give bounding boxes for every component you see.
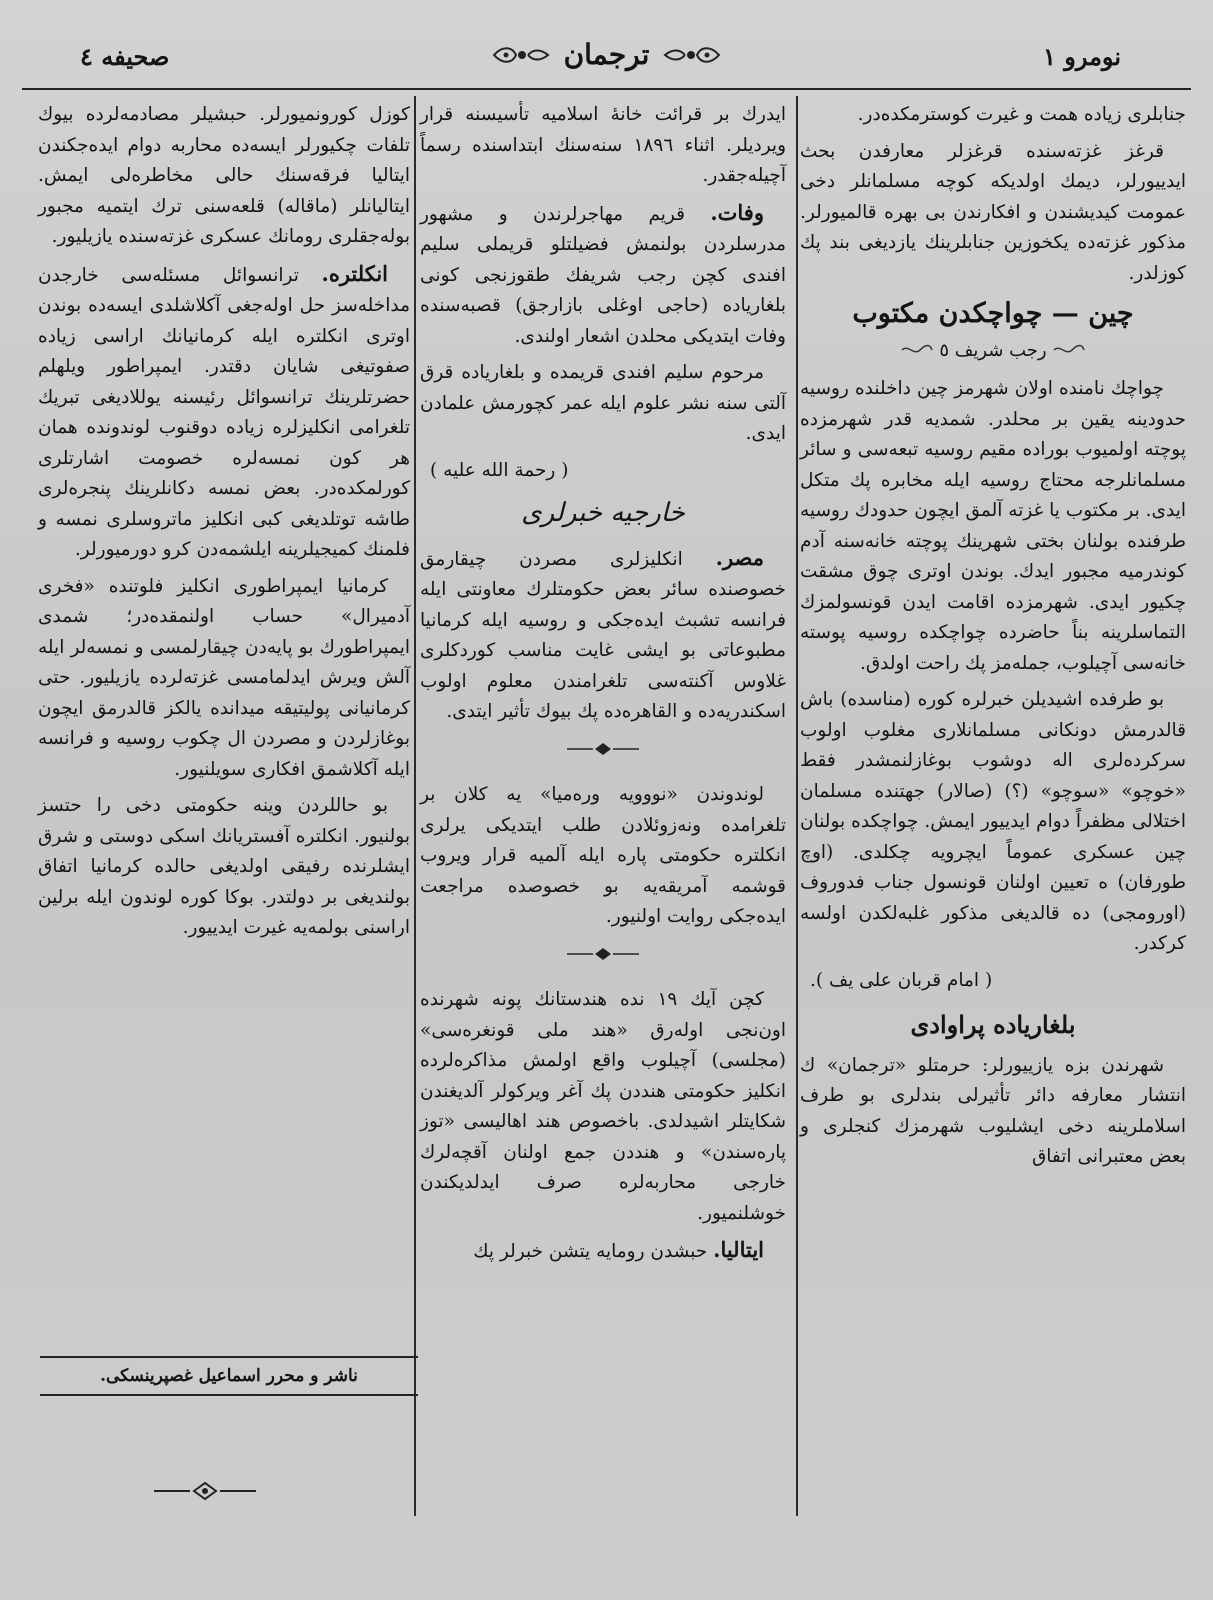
lead-word: انکلتره. xyxy=(321,260,388,286)
page-number: صحیفه ٤ xyxy=(80,42,170,71)
ornament-left-icon xyxy=(661,42,721,68)
paragraph: کوزل کورونمیورلر. حبشیلر مصادمه‌لرده بیوك تلفات چکیورلر ایسه‌ده محاربه دوام ایده‌جکندن ایتالیا فرقه‌سنك حالی مخاطره‌لی ایمش. ایتالیانلر (ماقاله) قلعه‌سنی ترك ایتمیه مجبور بوله‌جقلری رومانك عسکری غزته‌سنده یازیلیور. xyxy=(38,104,410,247)
headline-china-letter: چین — چواچکدن مکتوب xyxy=(852,298,1134,329)
paragraph-italya xyxy=(420,1235,786,1268)
column-right xyxy=(800,100,1192,1179)
dateline-text: رجب شریف ٥ xyxy=(939,339,1047,361)
paragraph-text: ترانسوائل مسئله‌سی خارجدن مداخله‌سز حل اوله‌جغی آکلاشلدی ایسه‌ده بوندن اوتری انکلتره ایله کرمانیانك اراسی زیاده صفوتیغی شایان دقتدر. ایمپراطور ویلهلم حضرتلرینك ترانسوائل رئیسنه یوللادیغی تبریك تلغرامی انکلیزلره زیاده دوقنوب لوندونده همان هر کون نمسه‌لره خصومت اشارتلری کورلمکده‌در. بعض نمسه دکانلرینك پنجره‌لری طاشه توتلدیغی کبی انکلیز ماتروسلری نمسه و فلمنك کمیجیلرینه ایلشمه‌دن کرو دورمیورلر. xyxy=(38,264,410,560)
end-ornament-icon xyxy=(150,1480,260,1502)
paragraph-text: انکلیزلری مصردن چیقارمق خصوصنده سائر بعض حکومتلرك معاونتی ایله فرانسه تشبث ایده‌جکی و روسیه ایله کرمانیا مطبوعاتی بو ایشی غایت مناسب کوردکلری غلاوس آکنته‌سی تلغرامندن معلوم اولوب اسکندریه‌ده و القاهره‌ده پك بیوك تأثیر ایتدی. xyxy=(420,548,786,722)
divider-ornament-icon xyxy=(420,736,786,767)
paragraph: جنابلری زیاده همت و غیرت کوسترمکده‌در. xyxy=(857,104,1186,125)
masthead-center xyxy=(0,38,1213,71)
paragraph: قرغز غزته‌سنده قرغزلر معارفدن بحث ایدییورلر، دیمك اولدیکه کوچه مسلمانلر دخی عمومت کیدیشندن و افکارندن بی بهره قالمیورلر. مذکور غزته‌ده یکخوزین جنابلرینك یازدیغی بند پك کوزلدر. xyxy=(800,140,1186,284)
paragraph-misir xyxy=(420,543,786,728)
paragraph: ایدرك بر قرائت خانهٔ اسلامیه تأسیسنه قرار ویردیلر. اثناء ۱۸۹٦ سنه‌سنك ابتداسنده رسماً آچیله‌جقدر. xyxy=(420,104,787,186)
lead-word: ایتالیا. xyxy=(713,1237,764,1262)
headline-bulgaria: بلغاریاده پراوادی xyxy=(910,1010,1076,1039)
paragraph: بو طرفده اشیدیلن خبرلره کوره (مناسده) باش قالدرمش دونکانی مسلمانلاری مغلوب اولوب سرکرده‌لری اله دوشوب بوغازلنمشدر فقط «خوچو» «سوچو» (؟) (صالار) جهتنده مسلمان اختلالی مظفراً دوام ایدییور ایمش. چواچکده بولنان چین عسکری عموماً ایچرویه چکلدی. (اوچ طورفان) ه تعیین اولنان قونسول جناب فدوروف (اورومجی) ده قالدیغی مذکور غلبه‌لکدن اولسه کرکدر. xyxy=(800,689,1186,954)
paragraph-text: قریم مهاجرلرندن و مشهور مدرسلردن بولنمش فضیلتلو قریملی سلیم افندی کچن رجب شریفك طقوزنجی کونی بلغاریاده (حاجی اوغلی بازارجق) قصبه‌سنده وفات ایتدیکی محلدن اشعار اولندی. xyxy=(420,203,786,347)
signature: ( امام قربان علی یف ). xyxy=(810,969,993,991)
column-left xyxy=(38,100,410,950)
ornament-right-icon xyxy=(492,42,552,68)
section-title-foreign-news: خارجیه خبرلری xyxy=(521,498,685,528)
masthead-rule xyxy=(22,88,1191,90)
paragraph-text: حبشدن رومایه یتشن خبرلر پك xyxy=(473,1241,708,1262)
divider-ornament-icon xyxy=(420,941,786,972)
issue-number: نومرو ۱ xyxy=(1042,42,1121,71)
lead-word: وفات. xyxy=(710,199,764,225)
publisher-footer: ناشر و محرر اسماعیل غصپرینسکی. xyxy=(40,1356,418,1396)
paragraph: لوندوندن «نووویه ورەمیا» یه کلان بر تلغرامده ونەزوئلادن طلب ایتدیکی یرلری انکلتره حکومتی پاره ایله آلمیه قرار ویروب قوشمه آمریقه‌یه بو خصوصده مراجعت ایده‌جکی روایت اولنیور. xyxy=(420,784,786,927)
paragraph: کرمانیا ایمپراطوری انکلیز فلوتنده «فخری آدمیرال» حساب اولنمقده‌در؛ شمدی ایمپراطورك بو پایه‌دن چیقارلمسی و نمسه‌لر ایله آلش ویرش ایدلمامسی غزته‌لرده یازیلیور. حتی کرمانیانی پولیتیقه میدانده یالکز قالدرمق ایچون بوغازلردن و مصردن ال چکوب روسیه و فرانسه ایله آکلاشمق افکاری سویلنیور. xyxy=(38,575,410,780)
paragraph: چواچك نامنده اولان شهرمز چین داخلنده روسیه حدودینه یقین بر محلدر. شمدیه قدر شهرمزده پوچته اولمیوب بوراده مقیم روسیه تبعه‌سی و سائر مسلمانلرجه محتاج روسیه ایله مخابره پك متکل ایدی. بر مکتوب یا غزته آلمق ایچون حدودك روسیه طرفنده بولنان بختی شهرینك پوچته خانه‌سنه آدم کوندرمیه مجبور ایدك. بوندن اوتری چوق مشقت چکیور ایدی. شهرمزده اقامت ایدن قونسولمزك التماسلرینه بناً حاضرده چواچکده روسیه پوسته خانه‌سی آچیلوب، جمله‌مز پك راحت اولدق. xyxy=(800,378,1186,674)
paragraph: مرحوم سلیم افندی قریمده و بلغاریاده قرق آلتی سنه نشر علوم ایله عمر کچورمش علمادن ایدی. xyxy=(420,362,786,444)
paragraph-ingiltere xyxy=(38,259,410,566)
flourish-icon xyxy=(1052,344,1086,356)
masthead xyxy=(0,38,1213,88)
paragraph: شهرندن بزه یازییورلر: حرمتلو «ترجمان» ك انتشار معارفه دائر تأثیرلی بندلری بو طرف اسلاملرینه دخی ایشلیوب شهرمزك کنجلری و بعض معتبرانی اتفاق xyxy=(800,1054,1186,1167)
column-rule xyxy=(414,96,416,1516)
paragraph: بو حاللردن وینه حکومتی دخی را حتسز بولنیور. انکلتره آفستریانك اسکی دوستی و شرق ایشلرنده رفیقی اولدیغی حالده کرمانیا اتفاق بولندیغی بر دولتدر. بوکا کوره لوندون ایله برلین اراسنی بولمه‌یه غیرت ایدییور. xyxy=(38,795,410,938)
paragraph-vafat xyxy=(420,198,786,353)
dateline xyxy=(800,336,1186,367)
lead-word: مصر. xyxy=(715,544,764,570)
column-middle xyxy=(420,100,786,1274)
newspaper-title: ترجمان xyxy=(563,38,650,71)
paragraph: کچن آیك ۱۹ نده هندستانك پونه شهرنده اون‌نجی اوله‌رق «هند ملی قونغره‌سی» (مجلسی) آچیلوب واقع اولمش مذاکره‌لرده انکلیز حکومتی هنددن پك آغر ویرکولر آلدیغندن شکایتلر اشیدلدی. باخصوص هند اهالیسی «توز پاره‌سندن» و هنددن جمع اولنان آقچه‌لرك خارجی محاربه‌لره صرف ایدلدیکندن خوشلنمیور. xyxy=(420,989,786,1224)
column-rule xyxy=(796,96,798,1516)
signature: ( رحمة الله علیه ) xyxy=(430,459,569,481)
flourish-icon xyxy=(900,344,934,356)
